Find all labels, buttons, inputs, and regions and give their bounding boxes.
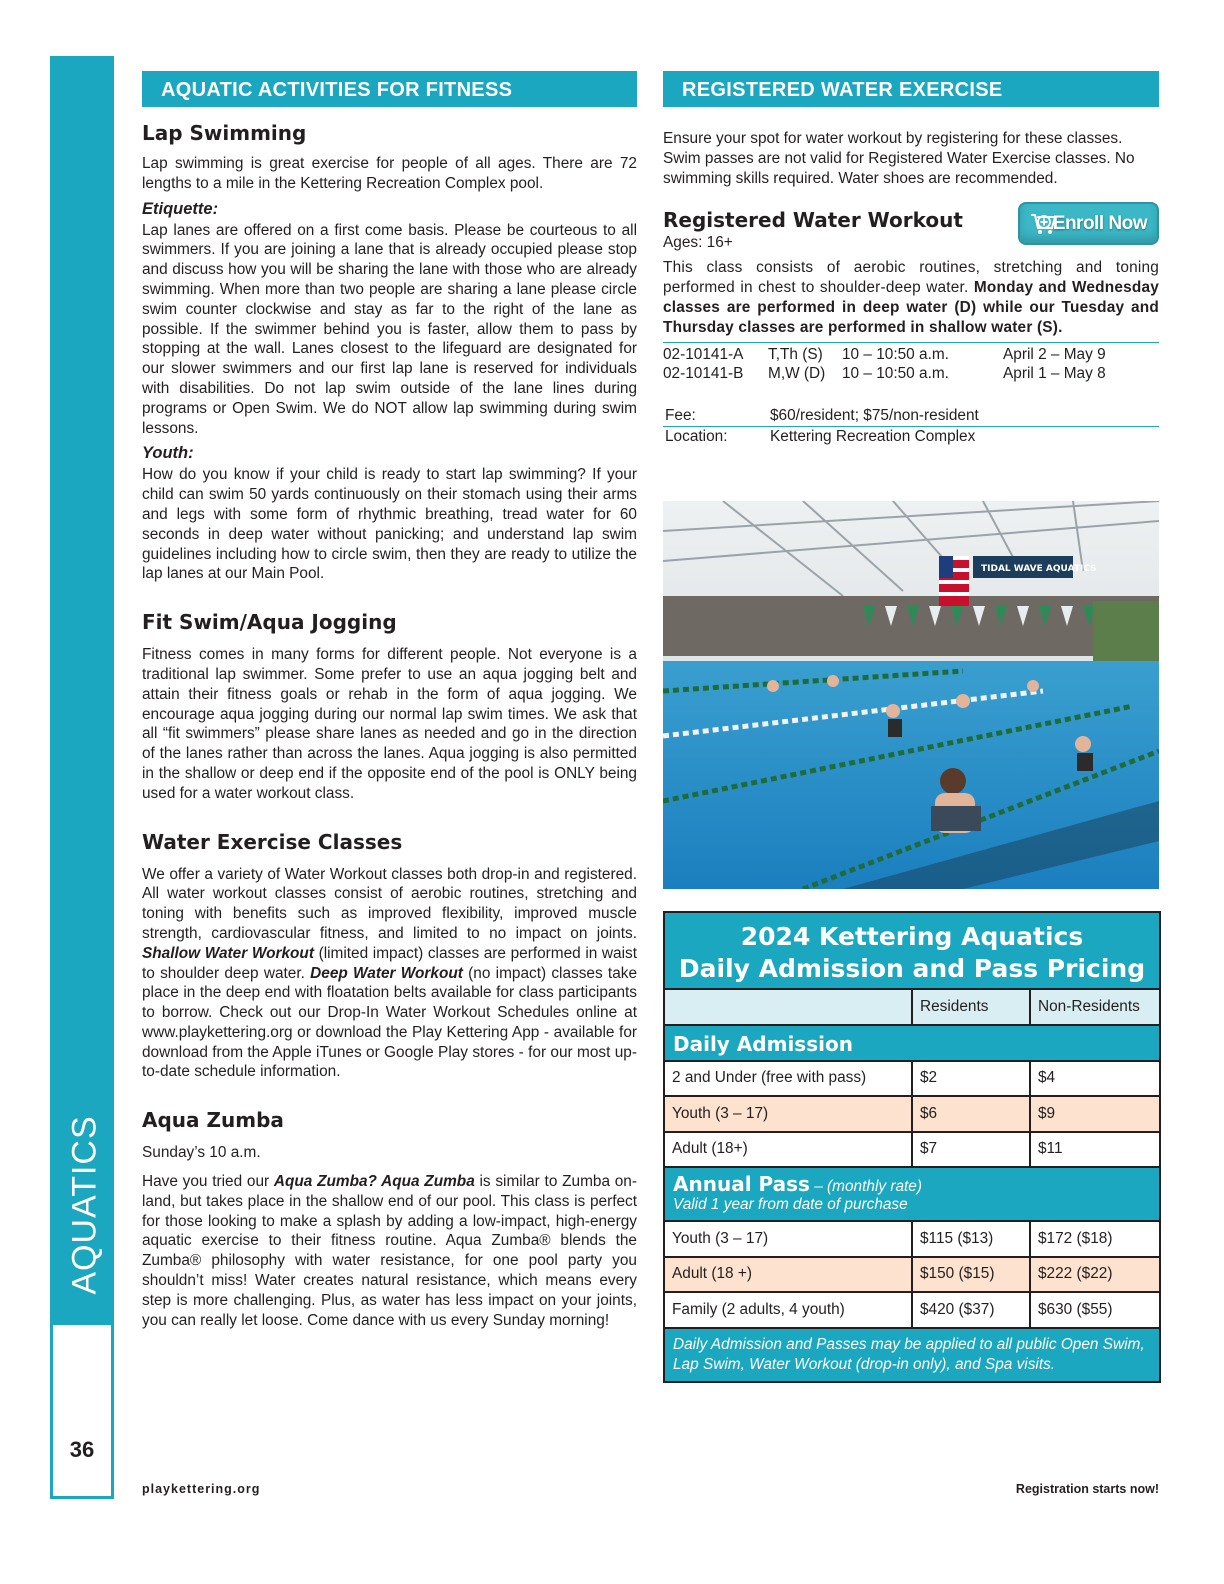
location-row: Location: Kettering Recreation Complex [665,428,976,446]
schedule-row [663,364,1159,384]
add-cart-icon [1030,212,1056,236]
left-column [142,71,637,1330]
workout-description: This class consists of aerobic routines, stretching and toning performed in chest to shoulder-deep water. Monday and Wednesday classes are performed in deep water (D) while our Tuesday and Thursday classes are performed in shallow water (S). [663,259,1160,336]
pricing-title: 2024 Kettering Aquatics Daily Admission and Pass Pricing [665,913,1159,988]
pricing-note: Daily Admission and Passes may be applied to all public Open Swim, Lap Swim, Water Workout (drop-in only), and Spa visits. [665,1327,1159,1381]
course-code: 02-10141-A [663,345,744,363]
etiquette-label: Etiquette: [142,199,219,218]
schedule-row [663,345,1159,365]
fitness-section-header: AQUATIC ACTIVITIES FOR FITNESS [142,71,637,107]
fee-location-block [663,406,1159,447]
course-dates: April 1 – May 8 [1003,365,1106,383]
youth-text: How do you know if your child is ready to start lap swimming? If your child can swim 50 yards continuously on their stomach using their arms and legs with some form of rhythmic breathing, tread water for 60 seconds in deep water without panicking; and understand lap swim guidelines including how to circle swim, then they are ready to utilize the lap lanes at our Main Pool. [142,466,637,583]
table-row: Youth (3 – 17) $115 ($13) $172 ($18) [665,1220,1159,1256]
course-code: 02-10141-B [663,365,744,383]
workout-header [663,208,1159,252]
table-row: Youth (3 – 17) $6 $9 [665,1095,1159,1131]
footer-tagline: Registration starts now! [1015,1482,1159,1496]
lap-swimming-heading: Lap Swimming [142,121,307,145]
table-row: 2 and Under (free with pass) $2 $4 [665,1060,1159,1096]
table-row: Family (2 adults, 4 youth) $420 ($37) $630 ($55) [665,1291,1159,1327]
photo-banner-text: TIDAL WAVE AQUATICS [981,564,1097,574]
etiquette-text: Lap lanes are offered on a first come basis. Please be courteous to all swimmers. If you are joining a lane that is already occupied please stop and discuss how you will be sharing the lane with those who are already swimming. When more than two people are sharing a lane please circle swim counter clockwise and stay as far to the right of the lane as possible. If the swimmer behind you is faster, allow them to pass by stopping at the wall. Lanes closest to the lifeguard are designated for our slower swimmers and our first lap lane is reserved for individuals with disabilities. Do not lap swim outside of the lane lines during programs or Open Swim. We do NOT allow lap swimming during swim lessons. [142,221,637,437]
fit-swim-heading: Fit Swim/Aqua Jogging [142,610,397,635]
course-days: M,W (D) [768,365,826,383]
registered-intro: Ensure your spot for water workout by registering for these classes. Swim passes are not valid for Registered Water Exercise classes. No swimming skills required. Water shoes are recommended. [663,130,1135,187]
aqua-zumba-text: Have you tried our Aqua Zumba? Aqua Zumba is similar to Zumba on-land, but takes place in the shallow end of our pool. This class is perfect for those looking to make a splash by adding a low-impact, high-energy aquatic exercise to their fitness routine. Aqua Zumba® blends the Zumba® philosophy with water resistance, for one pool party you shouldn’t miss! Water creates natural resistance, which means every step is more challenging. Plus, as water has less impact on your joints, you can really let loose. Come dance with us every Sunday morning! [142,1173,637,1329]
enroll-now-label: Enroll Now [1052,212,1147,234]
right-column [663,71,1159,447]
pricing-header-row [665,988,1159,1024]
workout-schedule [663,342,1159,385]
table-row: Adult (18 +) $150 ($15) $222 ($22) [665,1256,1159,1292]
aqua-zumba-heading: Aqua Zumba [142,1108,284,1133]
col-residents: Residents [911,990,1029,1024]
col-nonresidents: Non-Residents [1029,990,1159,1024]
pool-photo [663,501,1159,889]
registered-section-header: REGISTERED WATER EXERCISE [663,71,1159,107]
water-exercise-text: We offer a variety of Water Workout classes both drop-in and registered. All water workout classes consist of aerobic routines, stretching and toning with benefits such as improved flexibility, improved muscle strength, cardiovascular fitness, and limited to no impact on joints. Shallow Water Workout (limited impact) classes are performed in waist to shoulder deep water. Deep Water Workout (no impact) classes take place in the deep end with floatation belts available for class participants to borrow. Check out our Drop-In Water Workout Schedules online at www.playkettering.org or download the Play Kettering App - available for download from the Apple iTunes or Google Play stores - for our most up-to-date schedule information. [142,865,638,1081]
enroll-now-button[interactable] [1018,202,1159,245]
footer-website-link[interactable]: playkettering.org [142,1482,261,1496]
water-exercise-heading: Water Exercise Classes [142,829,403,854]
annual-pass-band: Annual Pass – (monthly rate) Valid 1 year from date of purchase [665,1166,1159,1220]
workout-ages: Ages: 16+ [663,234,733,252]
table-row: Adult (18+) $7 $11 [665,1131,1159,1167]
pricing-table [663,911,1161,1383]
youth-label: Youth: [142,444,194,463]
course-dates: April 2 – May 9 [1003,345,1106,363]
page-number: 36 [69,1437,95,1462]
course-days: T,Th (S) [768,345,823,363]
lap-swimming-intro: Lap swimming is great exercise for people of all ages. There are 72 lengths to a mile in the Kettering Recreation Complex pool. [142,155,637,192]
workout-heading: Registered Water Workout [663,208,963,233]
course-time: 10 – 10:50 a.m. [842,345,949,363]
daily-admission-band: Daily Admission [665,1024,1159,1060]
fit-swim-text: Fitness comes in many forms for different people. Not everyone is a traditional lap swimmer. Some prefer to use an aqua jogging belt and attain their fitness goals or rehab in the form of aqua jogging. We encourage aqua jogging during our normal lap swim times. We ask that all “fit swimmers” please share lanes as needed and go in the direction of the lanes rather than across the lanes. Aqua jogging is also permitted in the shallow or deep end if the opposite end of the pool is ONLY being used for a water workout class. [142,646,637,802]
section-tab-label: AQUATICS [65,1115,104,1295]
fee-row: Fee: $60/resident; $75/non-resident [663,406,1159,427]
course-time: 10 – 10:50 a.m. [842,365,949,383]
aqua-zumba-time: Sunday’s 10 a.m. [142,1144,261,1162]
